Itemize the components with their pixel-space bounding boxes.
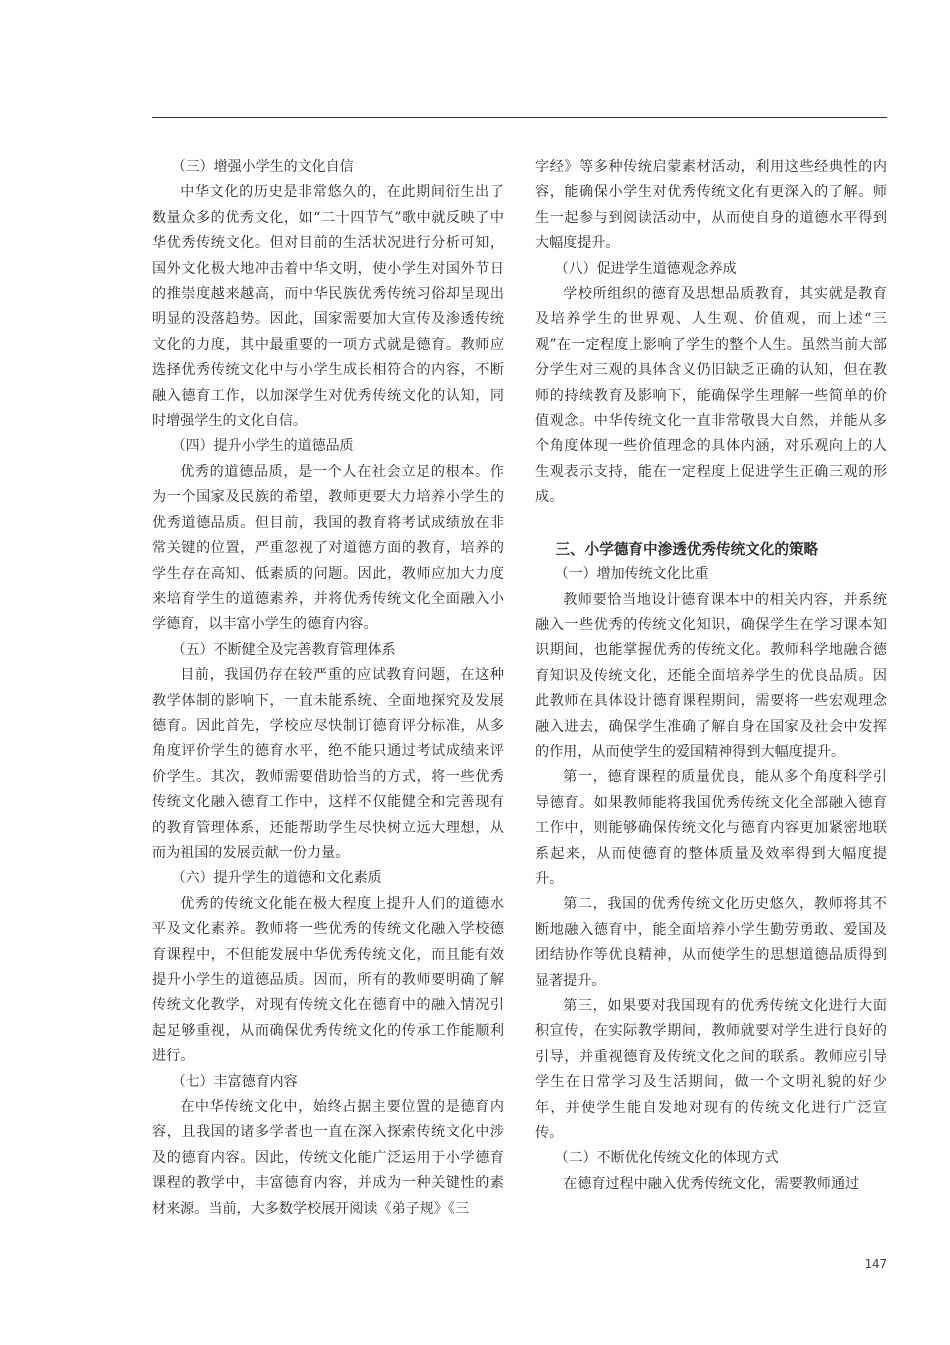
section-heading: （八）促进学生道德观念养成 — [554, 260, 737, 277]
paragraph: 第二，我国的优秀传统文化历史悠久，教师将其不断地融入德育中，能全面培养小学生勤劳勇敢、爱国及团结协作等优良精神，从而使学生的思想道德品质得到显著提升。 — [535, 896, 887, 989]
paragraph: 目前，我国仍存在较严重的应试教育问题，在这种教学体制的影响下，一直未能系统、全面地探究及发展德育。因此首先，学校应尽快制订德育评分标准，从多角度评价学生的德育水平，绝不能只通过考试成绩来评价学生。其次，教师需要借助恰当的方式，将一些优秀传统文化融入德育工作中，这样不仅能健全和完善现有的教育管理体系，还能帮助学生尽快树立远大理想，从而为祖国的发展贡献一份力量。 — [152, 667, 504, 861]
section-heading: （七）丰富德育内容 — [171, 1073, 298, 1090]
chapter-heading: 三、小学德育中渗透优秀传统文化的策略 — [555, 540, 819, 558]
section-heading: （二）不断优化传统文化的体现方式 — [554, 1150, 779, 1167]
paragraph: 教师要恰当地设计德育课本中的相关内容，并系统融入一些优秀的传统文化知识，确保学生在学习课本知识期间，也能掌握优秀的传统文化。教师科学地融合德育知识及传统文化，还能全面培养学生的优良品质。因此教师在具体设计德育课程期间，需要将一些宏观理念融入进去，确保学生准确了解自身在国家及社会中发挥的作用，从而使学生的爱国精神得到大幅度提升。 — [535, 591, 887, 760]
section-heading: （一）增加传统文化比重 — [554, 566, 709, 583]
left-column — [152, 155, 504, 1222]
paragraph: 在中华传统文化中，始终占据主要位置的是德育内容，且我国的诸多学者也一直在深入探索传统文化中涉及的德育内容。因此，传统文化能广泛运用于小学德育课程的教学中，丰富德育内容，并成为一种关键性的素材来源。当前，大多数学校展开阅读《弟子规》《三 — [152, 1099, 504, 1217]
section-heading: （三）增强小学生的文化自信 — [171, 159, 354, 175]
paragraph: 在德育过程中融入优秀传统文化，需要教师通过 — [563, 1175, 860, 1192]
header-rule — [152, 117, 887, 118]
right-column — [535, 155, 887, 1197]
section-heading: （四）提升小学生的道德品质 — [171, 438, 354, 455]
paragraph: 中华文化的历史是非常悠久的，在此期间衍生出了数量众多的优秀文化，如“二十四节气”歌中就反映了中华优秀传统文化。但对目前的生活状况进行分析可知，国外文化极大地冲击着中华文明，使小学生对国外节日的推崇度越来越高，而中华民族优秀传统习俗却呈现出明显的没落趋势。因此，国家需要加大宣传及渗透传统文化的力度，其中最重要的一项方式就是德育。教师应选择优秀传统文化中与小学生成长相符合的内容，不断融入德育工作，以加深学生对优秀传统文化的认知，同时增强学生的文化自信。 — [152, 184, 504, 430]
paragraph: 优秀的传统文化能在极大程度上提升人们的道德水平及文化素养。教师将一些优秀的传统文化融入学校德育课程中，不但能发展中华优秀传统文化，而且能有效提升小学生的道德品质。因而，所有的教师要明确了解传统文化教学，对现有传统文化在德育中的融入情况引起足够重视，从而确保优秀传统文化的传承工作能顺利进行。 — [152, 895, 504, 1065]
section-heading: （五）不断健全及完善教育管理体系 — [171, 641, 396, 658]
section-heading: （六）提升学生的道德和文化素质 — [171, 870, 382, 887]
page-number: 147 — [864, 1256, 887, 1271]
paragraph: 字经》等多种传统启蒙素材活动，利用这些经典性的内容，能确保小学生对优秀传统文化有更深入的了解。师生一起参与到阅读活动中，从而使自身的道德水平得到大幅度提升。 — [535, 159, 887, 252]
paragraph: 优秀的道德品质，是一个人在社会立足的根本。作为一个国家及民族的希望，教师更要大力培养小学生的优秀道德品质。但目前，我国的教育将考试成绩放在非常关键的位置，严重忽视了对道德方面的教育，培养的学生存在高知、低素质的问题。因此，教师应加大力度来培育学生的道德素养，并将优秀传统文化全面融入小学德育，以丰富小学生的德育内容。 — [152, 463, 504, 633]
paragraph: 学校所组织的德育及思想品质教育，其实就是教育及培养学生的世界观、人生观、价值观，而上述“三观”在一定程度上影响了学生的整个人生。虽然当前大部分学生对三观的具体含义仍旧缺乏正确的认知，但在教师的持续教育及影响下，能确保学生理解一些简单的价值观念。中华传统文化一直非常敬畏大自然，并能从多个角度体现一些价值理念的具体内涵，对乐观向上的人生观表示支持，能在一定程度上促进学生正确三观的形成。 — [535, 286, 887, 506]
paragraph: 第三，如果要对我国现有的优秀传统文化进行大面积宣传，在实际教学期间，教师就要对学生进行良好的引导，并重视德育及传统文化之间的联系。教师应引导学生在日常学习及生活期间，做一个文明礼貌的好少年，并使学生能自发地对现有的传统文化进行广泛宣传。 — [535, 998, 887, 1142]
paragraph: 第一，德育课程的质量优良，能从多个角度科学引导德育。如果教师能将我国优秀传统文化全部融入德育工作中，则能够确保传统文化与德育内容更加紧密地联系起来，从而使德育的整体质量及效率得到大幅度提升。 — [535, 769, 887, 887]
